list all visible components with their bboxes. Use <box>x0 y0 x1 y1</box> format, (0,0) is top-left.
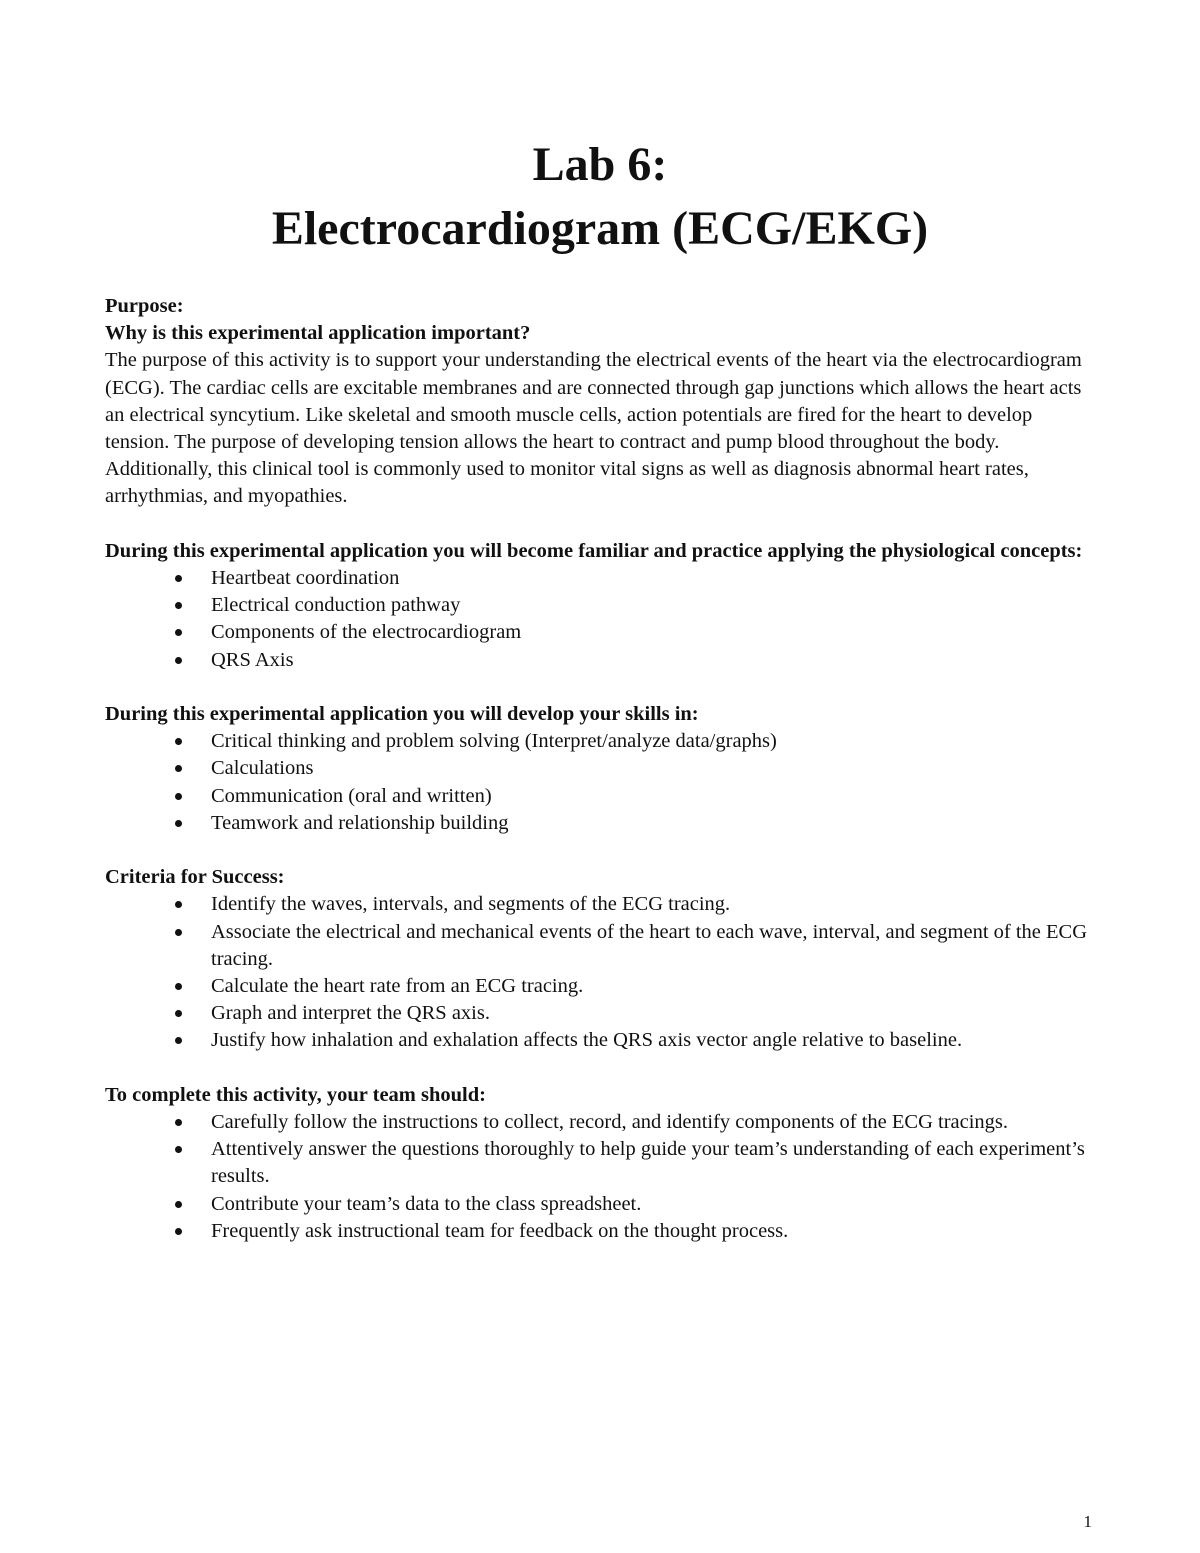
list-item: Communication (oral and written) <box>105 783 1097 810</box>
concepts-list <box>105 565 1097 674</box>
list-item: Heartbeat coordination <box>105 565 1097 592</box>
list-item: Frequently ask instructional team for feedback on the thought process. <box>105 1218 1097 1245</box>
list-item: Justify how inhalation and exhalation affects the QRS axis vector angle relative to baseline. <box>105 1027 1097 1054</box>
bullet-icon <box>175 929 182 936</box>
skills-list <box>105 728 1097 837</box>
bullet-icon <box>175 901 182 908</box>
bullet-icon <box>175 602 182 609</box>
title-line-2: Electrocardiogram (ECG/EKG) <box>271 202 929 255</box>
team-section <box>105 1082 1097 1245</box>
list-item: Associate the electrical and mechanical events of the heart to each wave, interval, and segment of the ECG tracing. <box>105 919 1097 973</box>
bullet-icon <box>175 765 182 772</box>
team-list <box>105 1109 1097 1245</box>
list-item: Attentively answer the questions thoroughly to help guide your team’s understanding of each experiment’s results. <box>105 1136 1097 1190</box>
list-item: Calculations <box>105 755 1097 782</box>
bullet-icon <box>175 1228 182 1235</box>
title-line-1: Lab 6: <box>532 138 668 191</box>
criteria-heading: Criteria for Success: <box>105 866 285 889</box>
list-item: Graph and interpret the QRS axis. <box>105 1000 1097 1027</box>
page-number: 1 <box>1083 1512 1092 1531</box>
purpose-question: Why is this experimental application important? <box>105 322 531 345</box>
bullet-icon <box>175 657 182 664</box>
list-item: Calculate the heart rate from an ECG tracing. <box>105 973 1097 1000</box>
list-item: QRS Axis <box>105 647 1097 674</box>
list-item: Identify the waves, intervals, and segments of the ECG tracing. <box>105 891 1097 918</box>
list-item: Carefully follow the instructions to collect, record, and identify components of the ECG tracings. <box>105 1109 1097 1136</box>
skills-section <box>105 701 1097 837</box>
purpose-heading: Purpose: <box>105 295 184 317</box>
bullet-icon <box>175 738 182 745</box>
bullet-icon <box>175 1010 182 1017</box>
list-item: Teamwork and relationship building <box>105 810 1097 837</box>
criteria-section <box>105 864 1097 1054</box>
purpose-section <box>105 293 1097 511</box>
bullet-icon <box>175 820 182 827</box>
bullet-icon <box>175 983 182 990</box>
bullet-icon <box>175 1201 182 1208</box>
criteria-list <box>105 891 1097 1054</box>
list-item: Contribute your team’s data to the class spreadsheet. <box>105 1191 1097 1218</box>
document-body <box>105 293 1097 1245</box>
skills-heading: During this experimental application you will develop your skills in: <box>105 703 699 726</box>
bullet-icon <box>175 1146 182 1153</box>
concepts-heading: During this experimental application you will become familiar and practice applying the physiological concepts: <box>105 539 1083 562</box>
list-item: Critical thinking and problem solving (Interpret/analyze data/graphs) <box>105 728 1097 755</box>
bullet-icon <box>175 793 182 800</box>
concepts-section <box>105 538 1097 674</box>
team-heading: To complete this activity, your team should: <box>105 1083 486 1106</box>
bullet-icon <box>175 629 182 636</box>
page-title <box>0 133 1200 261</box>
list-item: Components of the electrocardiogram <box>105 619 1097 646</box>
purpose-paragraph: The purpose of this activity is to support your understanding the electrical events of the heart via the electrocardiogram (ECG). The cardiac cells are excitable membranes and are connected through gap junctions which allows the heart acts an electrical syncytium. Like skeletal and smooth muscle cells, action potentials are fired for the heart to develop tension. The purpose of developing tension allows the heart to contract and pump blood throughout the body. Additionally, this clinical tool is commonly used to monitor vital signs as well as diagnosis abnormal heart rates, arrhythmias, and myopathies. <box>105 349 1082 508</box>
list-item: Electrical conduction pathway <box>105 592 1097 619</box>
bullet-icon <box>175 575 182 582</box>
bullet-icon <box>175 1037 182 1044</box>
bullet-icon <box>175 1119 182 1126</box>
